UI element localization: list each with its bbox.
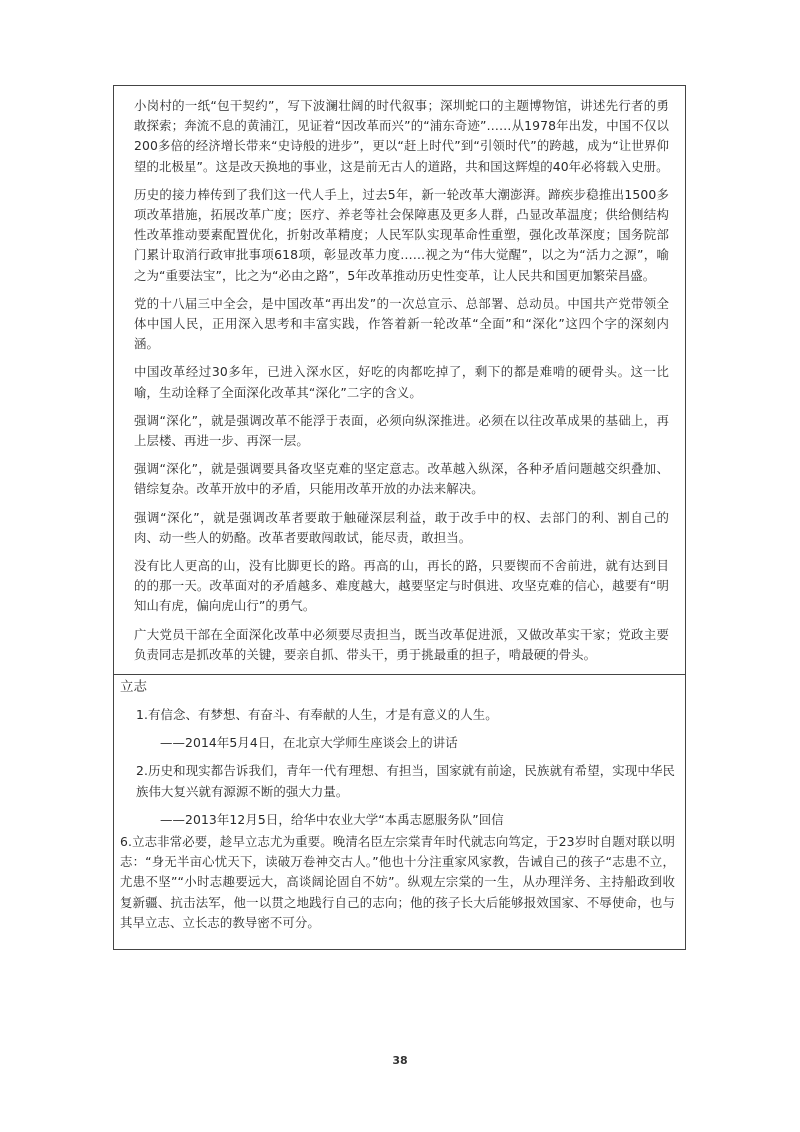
reform-paragraph-4: 中国改革经过30多年，已进入深水区，好吃的肉都吃掉了，剩下的都是难啃的硬骨头。这一比喻，生动诠释了全面深化改革其“深化”二字的含义。 (134, 364, 669, 400)
quote-6: 6.立志非常必要，趁早立志尤为重要。晚清名臣左宗棠青年时代就志向笃定，于23岁时自题对联以明志：“身无半亩心忧天下，读破万卷神交古人。”他也十分注重家风家教，告诫自己的孩子“志患不立，尤患不坚”“小时志趣要远大，高谈阔论固自不妨”。纵观左宗棠的一生，从办理洋务、主持船政到收复新疆、抗击法军，他一以贯之地践行自己的志向；他的孩子长大后能够报效国家、不辱使命，也与其早立志、立长志的教导密不可分。 (120, 834, 675, 930)
content-table (113, 85, 686, 950)
reform-paragraph-5: 强调“深化”，就是强调改革不能浮于表面，必须向纵深推进。必须在以往改革成果的基础上，再上层楼、再进一步、再深一层。 (134, 412, 669, 449)
ambition-cell (114, 677, 685, 949)
reform-paragraph-1: 小岗村的一纸“包干契约”，写下波澜壮阔的时代叙事；深圳蛇口的主题博物馆，讲述先行者的勇敢探索；奔流不息的黄浦江，见证着“因改革而兴”的“浦东奇迹”……从1978年出发，中国不仅以200多倍的经济增长带来“史诗般的进步”，更以“赶上时代”到“引领时代”的跨越，成为“让世界仰望的北极星”。这是改天换地的事业，这是前无古人的道路，共和国这辉煌的40年必将载入史册。 (134, 98, 669, 174)
reform-paragraph-7: 强调“深化”，就是强调改革者要敢于触碰深层利益，敢于改手中的权、去部门的利、割自己的肉、动一些人的奶酪。改革者要敢闯敢试，能尽责，敢担当。 (134, 509, 669, 545)
quote-2: 2.历史和现实都告诉我们，青年一代有理想、有担当，国家就有前途，民族就有希望，实现中华民族伟大复兴就有源源不断的强大力量。 (136, 763, 675, 799)
quote-1: 1.有信念、有梦想、有奋斗、有奉献的人生，才是有意义的人生。 (136, 707, 498, 722)
reform-paragraph-9: 广大党员干部在全面深化改革中必须要尽责担当，既当改革促进派，又做改革实干家；党政主要负责同志是抓改革的关键，要亲自抓、带头干，勇于挑最重的担子，啃最硬的骨头。 (134, 626, 669, 662)
reform-cell (114, 86, 685, 675)
reform-paragraph-3: 党的十八届三中全会，是中国改革“再出发”的一次总宣示、总部署、总动员。中国共产党带领全体中国人民，正用深入思考和丰富实践，作答着新一轮改革“全面”和“深化”这四个字的深刻内涵。 (134, 295, 669, 352)
reform-paragraph-8: 没有比人更高的山，没有比脚更长的路。再高的山，再长的路，只要锲而不舍前进，就有达到目的的那一天。改革面对的矛盾越多、难度越大，越要坚定与时俱进、攻坚克难的信心，越要有“明知山有虎，偏向虎山行”的勇气。 (134, 558, 669, 614)
quote-1-source: ——2014年5月4日，在北京大学师生座谈会上的讲话 (160, 735, 458, 751)
reform-paragraph-6: 强调“深化”，就是强调要具备攻坚克难的坚定意志。改革越入纵深，各种矛盾问题越交织叠加、错综复杂。改革开放中的矛盾，只能用改革开放的办法来解决。 (134, 461, 669, 497)
section-heading: 立志 (120, 679, 147, 695)
quote-2-source: ——2013年12月5日，给华中农业大学“本禹志愿服务队”回信 (160, 811, 504, 827)
reform-paragraph-2: 历史的接力棒传到了我们这一代人手上，过去5年，新一轮改革大潮澎湃。蹄疾步稳推出1500多项改革措施，拓展改革广度；医疗、养老等社会保障惠及更多人群，凸显改革温度；供给侧结构性改革推动要素配置优化，折射改革精度；人民军队实现革命性重塑，强化改革深度；国务院部门累计取消行政审批事项618项，彰显改革力度……视之为“伟大觉醒”，以之为“活力之源”，喻之为“重要法宝”，比之为“必由之路”，5年改革推动历史性变革，让人民共和国更加繁荣昌盛。 (134, 186, 669, 283)
page-number: 38 (392, 1054, 408, 1067)
